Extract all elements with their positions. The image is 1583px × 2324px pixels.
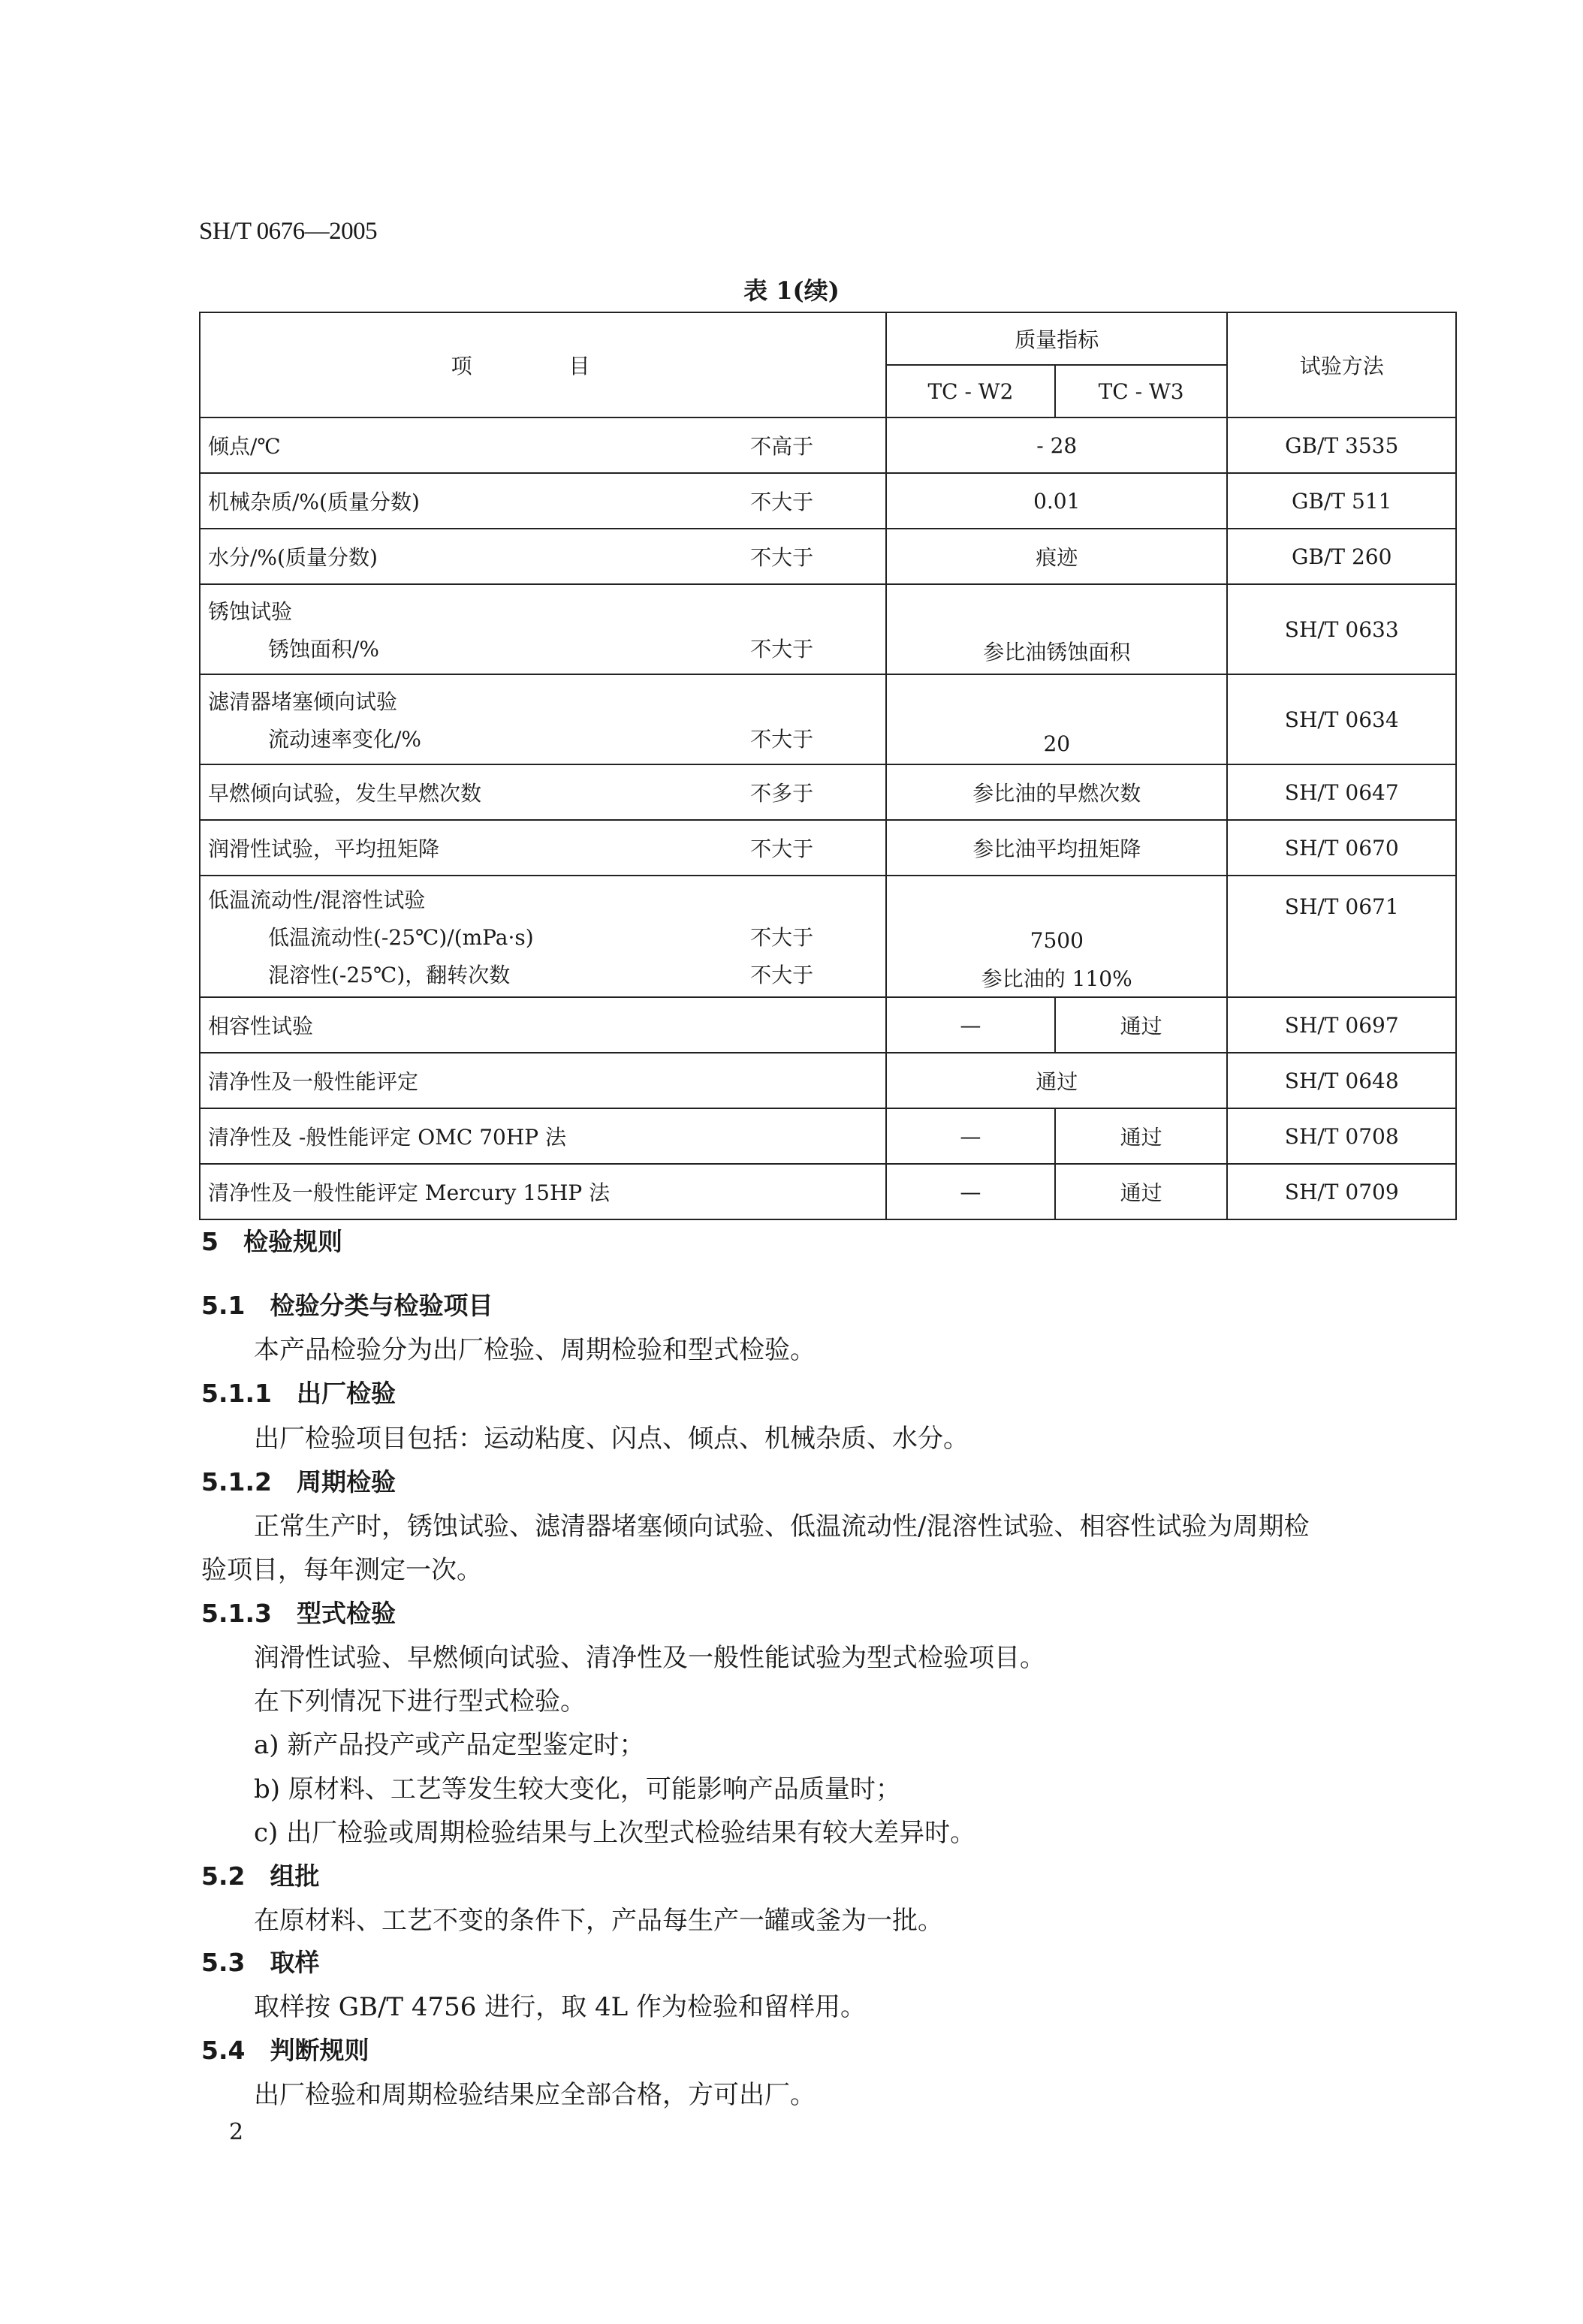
table-row [200,1053,1456,1108]
section-heading-5-4: 5.4 判断规则 [201,2036,369,2065]
row-value: 参比油的 110% [981,966,1132,991]
row-name: 润滑性试验，平均扭矩降 [208,836,440,861]
row-sub-name: 锈蚀面积/% [268,637,380,662]
row-method: GB/T 3535 [1227,417,1456,473]
row-method: SH/T 0697 [1227,997,1456,1053]
paragraph: 润滑性试验、早燃倾向试验、清净性及一般性能试验为型式检验项目。 [254,1643,1045,1673]
row-method: SH/T 0648 [1227,1053,1456,1108]
section-heading-5-1-3: 5.1.3 型式检验 [201,1599,396,1628]
row-name: 早燃倾向试验，发生早燃次数 [208,781,482,806]
list-item: a) 新产品投产或产品定型鉴定时； [254,1730,645,1760]
row-method: SH/T 0634 [1227,674,1456,764]
paragraph: 出厂检验和周期检验结果应全部合格，方可出厂。 [254,2080,816,2110]
list-item: b) 原材料、工艺等发生较大变化，可能影响产品质量时； [254,1774,901,1804]
row-limit: 不大于 [750,490,814,514]
row-method: GB/T 260 [1227,529,1456,584]
table-row [200,820,1456,876]
table-header-row [200,312,1456,365]
row-value: 0.01 [886,473,1227,529]
row-limit: 不大于 [750,545,814,570]
row-name: 低温流动性/混溶性试验 [208,888,426,912]
row-w3: 通过 [1055,1164,1228,1219]
row-limit: 不高于 [750,434,814,459]
row-name: 滤清器堵塞倾向试验 [208,689,398,714]
row-name: 机械杂质/%(质量分数) [208,490,420,514]
row-w3: 通过 [1055,997,1228,1053]
row-sub-name: 流动速率变化/% [268,727,422,752]
header-method: 试验方法 [1227,312,1456,417]
section-heading-5-1-1: 5.1.1 出厂检验 [201,1379,396,1408]
spec-table [199,312,1457,1220]
table-row [200,417,1456,473]
row-w2: — [886,1164,1055,1219]
row-w2: — [886,1108,1055,1164]
row-name: 清净性及一般性能评定 [200,1053,886,1108]
row-value: 参比油锈蚀面积 [886,584,1227,674]
section-heading-5-1-2: 5.1.2 周期检验 [201,1467,396,1497]
row-value: 20 [886,674,1227,764]
table-row [200,997,1456,1053]
header-tc-w3: TC - W3 [1055,365,1228,417]
paragraph: 在原材料、工艺不变的条件下，产品每生产一罐或釜为一批。 [254,1906,943,1936]
row-sub-name: 低温流动性(-25℃)/(mPa·s) [268,925,534,950]
row-name: 锈蚀试验 [208,599,293,624]
row-method: SH/T 0708 [1227,1108,1456,1164]
row-limit: 不大于 [750,836,814,861]
row-method: SH/T 0671 [1227,876,1456,997]
table-row [200,674,1456,764]
row-method: SH/T 0709 [1227,1164,1456,1219]
row-w2: — [886,997,1055,1053]
row-sub-name: 混溶性(-25℃)，翻转次数 [268,963,511,987]
table-row [200,764,1456,820]
section-heading-5-1: 5.1 检验分类与检验项目 [201,1291,493,1320]
row-method: SH/T 0647 [1227,764,1456,820]
row-limit: 不大于 [750,963,814,987]
row-value: 参比油的早燃次数 [886,764,1227,820]
row-value: - 28 [886,417,1227,473]
standard-code: SH/T 0676—2005 [199,218,378,245]
paragraph: 在下列情况下进行型式检验。 [254,1686,586,1717]
row-method: SH/T 0633 [1227,584,1456,674]
list-item: c) 出厂检验或周期检验结果与上次型式检验结果有较大差异时。 [254,1818,976,1848]
row-method: SH/T 0670 [1227,820,1456,876]
row-method: GB/T 511 [1227,473,1456,529]
section-heading-5-2: 5.2 组批 [201,1861,320,1891]
row-name: 水分/%(质量分数) [208,545,378,570]
row-name: 相容性试验 [200,997,886,1053]
header-quality: 质量指标 [886,312,1227,365]
section-heading-5-3: 5.3 取样 [201,1948,320,1977]
row-value: 7500 [1030,927,1084,953]
row-name: 清净性及 -般性能评定 OMC 70HP 法 [200,1108,886,1164]
row-limit: 不大于 [750,637,814,662]
row-value: 通过 [886,1053,1227,1108]
section-heading-5: 5 检验规则 [201,1227,342,1256]
table-row [200,584,1456,674]
table-caption: 表 1(续) [743,276,840,305]
header-item: 项 目 [200,312,886,417]
row-w3: 通过 [1055,1108,1228,1164]
header-tc-w2: TC - W2 [886,365,1055,417]
row-limit: 不大于 [750,925,814,950]
paragraph: 正常生产时，锈蚀试验、滤清器堵塞倾向试验、低温流动性/混溶性试验、相容性试验为周期检 [254,1512,1310,1542]
paragraph: 验项目，每年测定一次。 [201,1555,482,1585]
row-name: 清净性及一般性能评定 Mercury 15HP 法 [200,1164,886,1219]
row-limit: 不多于 [750,781,814,806]
row-limit: 不大于 [750,727,814,752]
table-row [200,473,1456,529]
table-row [200,876,1456,997]
paragraph: 本产品检验分为出厂检验、周期检验和型式检验。 [254,1335,816,1365]
table-row [200,1108,1456,1164]
paragraph: 出厂检验项目包括：运动粘度、闪点、倾点、机械杂质、水分。 [254,1424,969,1454]
table-row [200,1164,1456,1219]
row-name: 倾点/℃ [208,434,281,459]
row-value: 痕迹 [886,529,1227,584]
row-value: 参比油平均扭矩降 [886,820,1227,876]
paragraph: 取样按 GB/T 4756 进行，取 4L 作为检验和留样用。 [254,1992,867,2022]
table-row [200,529,1456,584]
page-number: 2 [229,2119,244,2145]
